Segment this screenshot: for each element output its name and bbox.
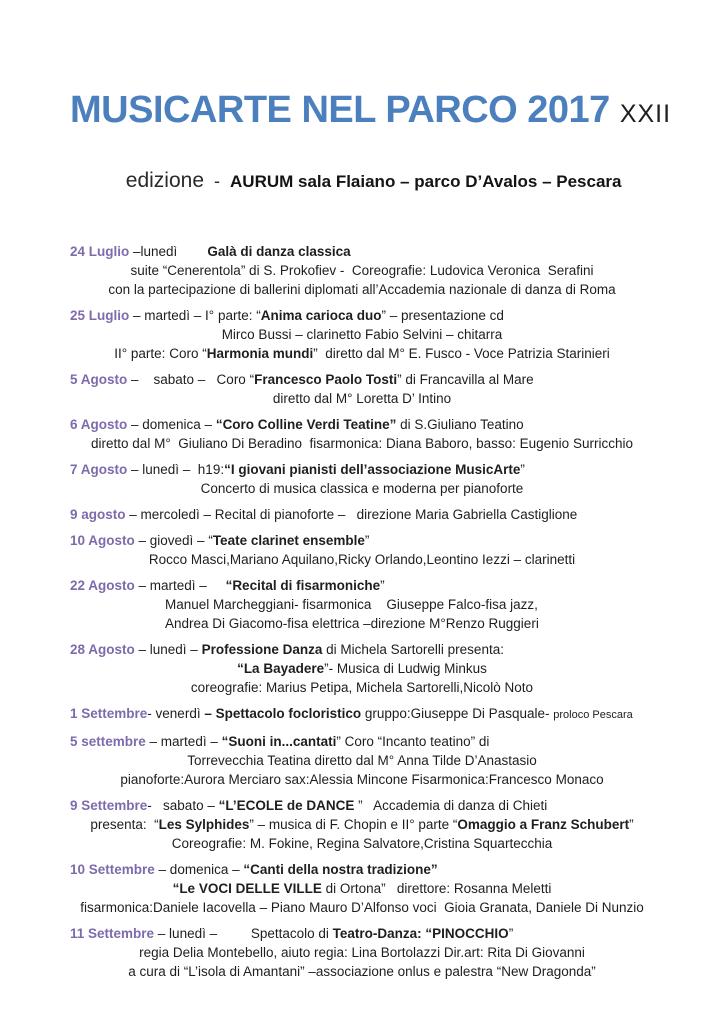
event-text-segment: “L’ECOLE de DANCE [218, 798, 359, 813]
event-text-segment: – lunedì – h19: [127, 462, 225, 477]
event-text-segment: Mirco Bussi – clarinetto Fabio Selvini – chitarra [221, 327, 503, 342]
event-date: 9 agosto [70, 507, 126, 522]
event-text-segment: Teate clarinet ensemble [212, 533, 365, 548]
event-text-segment: ”- Musica di Ludwig Minkus [324, 661, 487, 676]
event-text-segment: ” [520, 462, 525, 477]
event-date: 5 settembre [70, 734, 146, 749]
event-text-segment: – mercoledì – Recital di pianoforte – direzione Maria Gabriella Castiglione [125, 507, 578, 522]
event-line [44, 479, 680, 498]
event-date: 10 Settembre [70, 862, 155, 877]
title-main: MUSICARTE NEL PARCO 2017 [70, 89, 610, 131]
event-line [70, 242, 680, 261]
event-text-segment: – martedì – [145, 734, 222, 749]
event-text-segment: Coreografie: M. Fokine, Regina Salvatore,Cristina Squartecchia [171, 836, 553, 851]
event-text-segment: “Canti della nostra tradizione” [243, 862, 438, 877]
event-text-segment: ” [364, 533, 370, 548]
event-line [70, 415, 680, 434]
event-text-segment: “I giovani pianisti dell’associazione MusicArte [224, 462, 521, 477]
event [44, 505, 680, 524]
event-line [44, 325, 680, 344]
event-text-segment: di S.Giuliano Teatino [396, 417, 524, 432]
event [44, 860, 680, 917]
event-text-segment: con la partecipazione di ballerini diplomati all’Accademia nazionale di danza di Roma [108, 282, 616, 297]
event-text-segment: regia Delia Montebello, aiuto regia: Lina Bortolazzi Dir.art: Rita Di Giovanni [139, 945, 585, 960]
event [44, 370, 680, 408]
event-text-segment: Professione Danza [201, 642, 323, 657]
event-text-segment: Teatro-Danza: “PINOCCHIO [332, 926, 509, 941]
event-text-segment: ” di Francavilla al Mare [397, 372, 534, 387]
event-line [44, 898, 680, 917]
event-text-segment: Torrevecchia Teatina diretto dal M° Anna Tilde D’Anastasio [187, 753, 537, 768]
event-line [70, 370, 680, 389]
event-text-segment: Concerto di musica classica e moderna per pianoforte [200, 481, 524, 496]
event-text-segment: “Suoni in...cantati [221, 734, 337, 749]
event-date: 6 Agosto [70, 417, 128, 432]
event-text-segment: ” Accademia di danza di Chieti [358, 798, 548, 813]
event-text-segment: proloco Pescara [553, 709, 633, 721]
event [44, 531, 680, 569]
event-line [44, 751, 680, 770]
event-date: 11 Settembre [70, 926, 155, 941]
event [44, 415, 680, 453]
event-line [44, 770, 680, 789]
event-text-segment: Anima carioca duo [260, 308, 382, 323]
event-text-segment: di Michela Sartorelli presenta: [322, 642, 504, 657]
event-text-segment: suite “Cenerentola” di S. Prokofiev - Coreografie: Ludovica Veronica Serafini [130, 263, 594, 278]
event-date: 22 Agosto [70, 578, 135, 593]
event-text-segment: diretto dal M° Loretta D’ Intino [272, 391, 452, 406]
event-line [44, 280, 680, 299]
event-line [44, 550, 680, 569]
event [44, 306, 680, 363]
event-date: 28 Agosto [70, 642, 135, 657]
event-text-segment: Galà di danza classica [207, 244, 351, 259]
event-text-segment: fisarmonica:Daniele Iacovella – Piano Mauro D’Alfonso voci Gioia Granata, Daniele Di Nunzio [80, 900, 644, 915]
event-line [165, 595, 680, 614]
event-line [165, 614, 680, 633]
event-text-segment: – martedì – [134, 578, 226, 593]
event-text-segment: ” Coro “Incanto teatino” di [336, 734, 490, 749]
event-text-segment: “Le VOCI DELLE VILLE [172, 881, 322, 896]
event-text-segment: Rocco Masci,Mariano Aquilano,Ricky Orlando,Leontino Iezzi – clarinetti [148, 552, 576, 567]
event [44, 242, 680, 299]
event-line [70, 860, 680, 879]
event-text-segment: –lunedì [129, 244, 208, 259]
event-line [44, 834, 680, 853]
event-text-segment: – sabato – Coro “ [127, 372, 255, 387]
subtitle-row [108, 142, 680, 222]
event-text-segment: Harmonia mundi [206, 346, 314, 361]
event-text-segment: pianoforte:Aurora Merciaro sax:Alessia Mincone Fisarmonica:Francesco Monaco [120, 772, 604, 787]
event-text-segment: “Coro Colline Verdi Teatine” [215, 417, 397, 432]
event-text-segment: II° parte: Coro “ [114, 346, 207, 361]
event-line [44, 815, 680, 834]
event-line [70, 796, 680, 815]
page-title [70, 86, 680, 138]
event [44, 796, 680, 853]
event-line [44, 434, 680, 453]
event-text-segment: – Spettacolo focloristico [204, 706, 362, 721]
event-line [70, 531, 680, 550]
event [44, 704, 680, 725]
event-date: 25 Luglio [70, 308, 130, 323]
event-line [44, 943, 680, 962]
event-text-segment: gruppo:Giuseppe Di Pasquale- [361, 706, 554, 721]
event-line [70, 704, 680, 725]
event-text-segment: ” [629, 817, 634, 832]
event-text-segment: a cura di “L’isola di Amantani” –associazione onlus e palestra “New Dragonda” [128, 964, 596, 979]
event-text-segment: ” [508, 926, 514, 941]
event-text-segment: – domenica – [154, 862, 244, 877]
event-text-segment: ” diretto dal M° E. Fusco - Voce Patrizia Starinieri [313, 346, 610, 361]
event-text-segment: ” – presentazione cd [381, 308, 504, 323]
event-text-segment: – giovedì – “ [134, 533, 213, 548]
event-date: 10 Agosto [70, 533, 135, 548]
event-line [70, 306, 680, 325]
event-line [44, 879, 680, 898]
event-date: 7 Agosto [70, 462, 128, 477]
edition-word: edizione [125, 169, 205, 192]
event-line [70, 640, 680, 659]
event-text-segment: presenta: “ [90, 817, 159, 832]
event-text-segment: ” [380, 578, 385, 593]
event-date: 1 Settembre [70, 706, 148, 721]
event-line [44, 962, 680, 981]
event-text-segment: – lunedì – [134, 642, 202, 657]
event-date: 5 Agosto [70, 372, 128, 387]
event-line [44, 659, 680, 678]
event-line [70, 460, 680, 479]
event-line [44, 344, 680, 363]
event-line [70, 924, 680, 943]
title-edition-numeral: XXII [619, 100, 672, 128]
event-date: 24 Luglio [70, 244, 130, 259]
event-text-segment: – martedì – I° parte: “ [129, 308, 261, 323]
event [44, 924, 680, 981]
event-line [70, 732, 680, 751]
event-text-segment: coreografie: Marius Petipa, Michela Sartorelli,Nicolò Noto [190, 680, 534, 695]
subtitle-separator: - [204, 171, 231, 191]
event-text-segment: – domenica – [127, 417, 216, 432]
event [44, 576, 680, 633]
event [44, 732, 680, 789]
event-date: 9 Settembre [70, 798, 148, 813]
event-text-segment: - venerdì [147, 706, 205, 721]
event-text-segment: Les Sylphides [158, 817, 250, 832]
event-text-segment: di Ortona” direttore: Rosanna Meletti [321, 881, 552, 896]
event-text-segment: Andrea Di Giacomo-fisa elettrica –direzione M°Renzo Ruggieri [165, 616, 539, 631]
event-line [70, 505, 680, 524]
event [44, 640, 680, 697]
event-text-segment: “La Bayadere [237, 661, 325, 676]
event-line [70, 576, 680, 595]
event-text-segment: Omaggio a Franz Schubert [457, 817, 630, 832]
event-line [44, 389, 680, 408]
event-line [44, 261, 680, 280]
event-text-segment: Manuel Marcheggiani- fisarmonica Giuseppe Falco-fisa jazz, [165, 597, 538, 612]
events-list [44, 242, 680, 981]
event-text-segment: diretto dal M° Giuliano Di Beradino fisarmonica: Diana Baboro, basso: Eugenio Surricchio [91, 436, 633, 451]
venue-text: AURUM sala Flaiano – parco D’Avalos – Pescara [230, 172, 622, 191]
event-text-segment: Francesco Paolo Tosti [254, 372, 398, 387]
event-text-segment: - sabato – [147, 798, 219, 813]
event-text-segment: ” – musica di F. Chopin e II° parte “ [249, 817, 458, 832]
event [44, 460, 680, 498]
event-text-segment: “Recital di fisarmoniche [225, 578, 381, 593]
event-text-segment: – lunedì – Spettacolo di [154, 926, 333, 941]
event-line [44, 678, 680, 697]
